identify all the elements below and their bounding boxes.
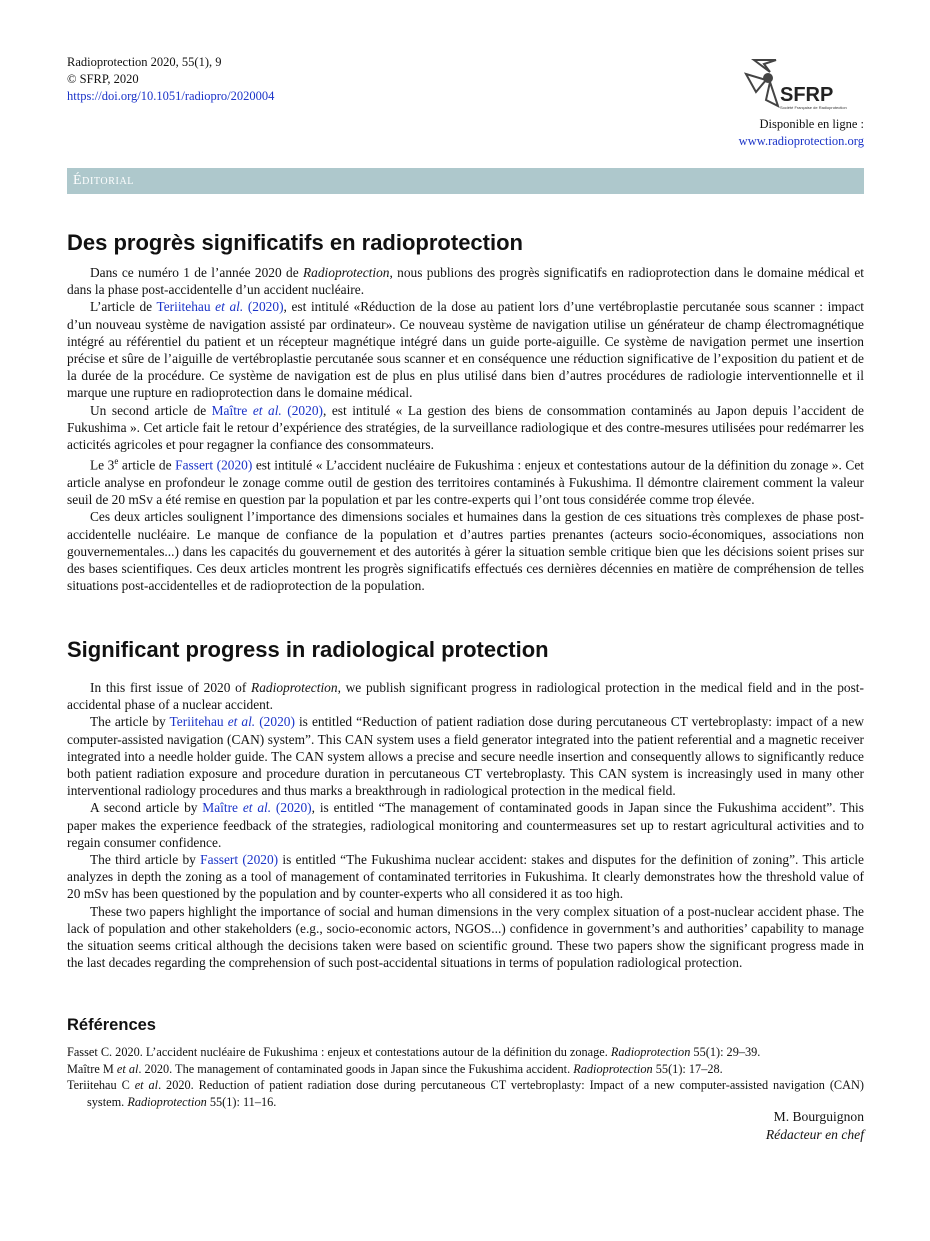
en-paragraph-2: The article by Teriitehau et al. (2020) is entitled “Reduction of patient radiation dose during percutaneous CT vertebroplasty: impact of a new computer-assisted navigation (CAN) system”. This CAN system uses a field generator integrated into the patient referential and a magnetic receiver integrated into a needle holder guide. The CAN system allows a precise and secure needle insertion and consequently allows to significantly reduce both patient radiation exposure and procedure duration in percutaneous CT vertebroplasty. This CAN system is increasingly used in many other interventional radiology procedures and thus marks a breakthrough in radiological protection in the medical field. bbox=[67, 714, 864, 799]
english-title: Significant progress in radiological protection bbox=[67, 637, 549, 662]
online-availability bbox=[739, 116, 864, 150]
logo-text: SFRP bbox=[780, 84, 834, 106]
signature-role: Rédacteur en chef bbox=[765, 1127, 864, 1142]
ref-link-teriitehau-en[interactable]: Teriitehau et al. (2020) bbox=[169, 714, 295, 730]
fr-paragraph-2: L’article de Teriitehau et al. (2020), est intitulé «Réduction de la dose au patient lors d’une vertébroplastie percutanée sous scanner : impact d’un nouveau système de navigation assisté par ordinateur». Ce nouveau système de navigation utilise un générateur de champ électromagnétique intégré au référentiel du patient et un récepteur magnétique intégré dans un guide porte-aiguille. Ce système de navigation permet une insertion précise et sûre de l’aiguille de vertébroplastie percutanée sous scanner et en conséquence une réduction significative de l’exposition du patient et de la durée de la procédure. Ce système de navigation est de plus en plus utilisé dans bien d’autres procédures de radiologie interventionnelle et il marque une rupture en radioprotection dans le domaine médical. bbox=[67, 299, 865, 401]
ref-link-teriitehau[interactable]: Teriitehau et al. (2020) bbox=[156, 299, 284, 315]
fr-paragraph-1: Dans ce numéro 1 de l’année 2020 de Radioprotection, nous publions des progrès significatifs en radioprotection dans le domaine médical et dans la phase post-accidentelle d’un accident nucléaire. bbox=[67, 265, 865, 298]
ref-link-maitre-en[interactable]: Maître et al. (2020) bbox=[202, 800, 312, 816]
fr-paragraph-3: Un second article de Maître et al. (2020), est intitulé « La gestion des biens de consommation contaminés au Japon depuis l’accident de Fukushima ». Cet article fait le retour d’expérience des stratégies, de la surveillance radiologique et des contre-mesures utilisées pour redémarrer les acticités agricoles et pour regagner la confiance des consommateurs. bbox=[67, 402, 864, 453]
ref-link-fassert-en[interactable]: Fassert (2020) bbox=[200, 852, 279, 868]
reference-item: Fasset C. 2020. L’accident nucléaire de Fukushima : enjeux et contestations autour de la définition du zonage. Radioprotection 55(1): 29–39. bbox=[67, 1045, 761, 1059]
logo-subtitle: Société Française de Radioprotection bbox=[780, 105, 847, 110]
en-paragraph-4: The third article by Fassert (2020) is entitled “The Fukushima nuclear accident: stakes and disputes for the definition of zoning”. This article analyzes in depth the zoning as a tool of management of contaminated territories in Fukushima. It clearly demonstrates how the threshold value of 20 mSv has been questioned by the population and by counter-experts who all considered it as too high. bbox=[67, 852, 864, 902]
section-label: Éditorial bbox=[73, 173, 134, 188]
signature-name: M. Bourguignon bbox=[773, 1109, 864, 1124]
doi-link[interactable]: https://doi.org/10.1051/radiopro/2020004 bbox=[67, 89, 275, 103]
ref-link-maitre[interactable]: Maître et al. (2020) bbox=[211, 402, 323, 418]
section-band bbox=[67, 168, 864, 194]
en-paragraph-5: These two papers highlight the importance of social and human dimensions in the very complex situation of a post-nuclear accident phase. The lack of population and other stakeholders (e.g., socio-economic actors, NGOS...) confidence in government’s and authorities’ capability to manage the situation seems critical although the decisions taken were based on scientific ground. These two papers show the significant progress made in the last decades regarding the comprehension of such post-accidental situations in terms of population radiological protection. bbox=[67, 903, 864, 971]
french-title: Des progrès significatifs en radioprotection bbox=[67, 230, 523, 255]
fr-paragraph-4: Le 3e article de Fassert (2020) est intitulé « L’accident nucléaire de Fukushima : enjeux et contestations autour de la définition du zonage ». Cet article analyse en profondeur le zonage comme outil de gestion des territoires contaminés à Fukushima. Il démontre clairement comment la valeur seuil de 20 mSv a été remise en question par la population et par les contre-experts qui l’ont tous considérée comme trop élevée. bbox=[67, 456, 864, 508]
french-body bbox=[67, 264, 864, 594]
sfrp-logo bbox=[740, 56, 852, 112]
references-list bbox=[67, 1044, 864, 1110]
article-header bbox=[67, 54, 274, 105]
references-heading: Références bbox=[67, 1016, 156, 1034]
reference-item: Maître M et al. 2020. The management of contaminated goods in Japan since the Fukushima accident. Radioprotection 55(1): 17–28. bbox=[67, 1061, 723, 1076]
journal-citation: Radioprotection 2020, 55(1), 9 bbox=[67, 55, 222, 69]
signature bbox=[766, 1108, 864, 1144]
online-label: Disponible en ligne : bbox=[759, 117, 864, 131]
english-body bbox=[67, 679, 864, 971]
reference-item: Teriitehau C et al. 2020. Reduction of patient radiation dose during percutaneous CT vertebroplasty: Impact of a new computer-assisted navigation (CAN) system. Radioprotection 55(1): 11–16. bbox=[67, 1078, 864, 1109]
en-paragraph-1: In this first issue of 2020 of Radioprotection, we publish significant progress in radiological protection in the medical field and in the post-accidental phase of a nuclear accident. bbox=[67, 680, 864, 713]
ref-link-fassert[interactable]: Fassert (2020) bbox=[175, 457, 253, 473]
fr-paragraph-5: Ces deux articles soulignent l’importance des dimensions sociales et humaines dans la gestion de ces situations très complexes de phase post-accidentelle nucléaire. Le manque de confiance de la population et d’autres parties prenantes (acteurs socio-économiques, associations non gouvernementales...) dans les capacités du gouvernement et des autorités à gérer la situation semble critique bien que les décisions soient prises sur des bases scientifiques. Ces deux articles montrent les progrès significatifs effectués ces dernières décennies en matière de compréhension de telles situations post-accidentelles et de radioprotection de la population. bbox=[67, 509, 864, 594]
en-paragraph-3: A second article by Maître et al. (2020), is entitled “The management of contaminated goods in Japan since the Fukushima accident”. This paper makes the experience feedback of the strategies, radiological monitoring and countermeasures set up to restart agricultural activities and to regain consumer confidence. bbox=[67, 800, 864, 850]
copyright: © SFRP, 2020 bbox=[67, 72, 139, 86]
journal-website-link[interactable]: www.radioprotection.org bbox=[738, 134, 864, 148]
